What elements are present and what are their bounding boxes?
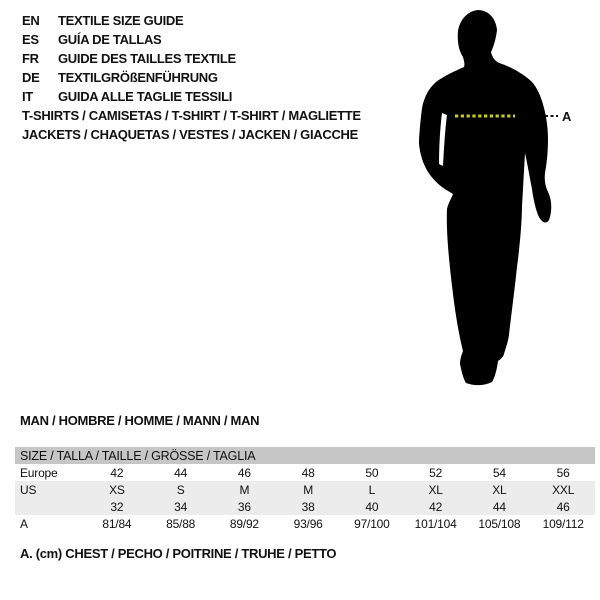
size-cell: 42: [110, 465, 124, 480]
measure-label-a: A: [562, 109, 572, 124]
size-cell: 38: [276, 498, 340, 515]
category-jackets: JACKETS / CHAQUETAS / VESTES / JACKEN / GIACCHE: [22, 127, 358, 142]
man-silhouette-figure: [395, 5, 600, 400]
size-cell: S: [149, 481, 213, 498]
size-cell: 46: [531, 498, 595, 515]
language-row-it: [22, 87, 236, 106]
row-label: A: [20, 516, 28, 531]
size-cell: M: [276, 481, 340, 498]
garment-categories: [22, 106, 361, 144]
size-cell: XS: [85, 481, 149, 498]
size-cell: XXL: [531, 481, 595, 498]
table-row-europe: [15, 464, 595, 481]
size-cell: L: [340, 481, 404, 498]
measurement-legend: A. (cm) CHEST / PECHO / POITRINE / TRUHE / PETTO: [20, 546, 337, 561]
size-cell: 101/104: [414, 516, 457, 531]
row-label: [15, 498, 85, 515]
size-cell: 48: [301, 465, 315, 480]
size-cell: XL: [404, 481, 468, 498]
size-cell: 105/108: [478, 516, 521, 531]
size-cell: 52: [429, 465, 443, 480]
language-list: [22, 11, 236, 106]
language-title: GUÍA DE TALLAS: [58, 32, 162, 47]
language-row-fr: [22, 49, 236, 68]
table-row-chest-a: [15, 515, 595, 532]
language-code: IT: [22, 89, 33, 104]
size-table: [15, 447, 595, 532]
language-title: GUIDA ALLE TAGLIE TESSILI: [58, 89, 233, 104]
language-code: DE: [22, 70, 40, 85]
size-cell: 54: [492, 465, 506, 480]
size-cell: 50: [365, 465, 379, 480]
size-cell: 109/112: [542, 516, 584, 531]
table-header-row: [15, 447, 595, 464]
language-row-de: [22, 68, 236, 87]
language-title: GUIDE DES TAILLES TEXTILE: [58, 51, 236, 66]
language-title: TEXTILE SIZE GUIDE: [58, 13, 184, 28]
language-code: EN: [22, 13, 40, 28]
size-cell: XL: [468, 481, 532, 498]
size-cell: 42: [404, 498, 468, 515]
row-label: Europe: [20, 465, 58, 480]
table-row-numeric: [15, 498, 595, 515]
size-cell: 85/88: [166, 516, 196, 531]
category-tshirts: T-SHIRTS / CAMISETAS / T-SHIRT / T-SHIRT / MAGLIETTE: [22, 108, 361, 123]
size-cell: 36: [213, 498, 277, 515]
man-silhouette-icon: [395, 5, 600, 400]
size-cell: 46: [237, 465, 251, 480]
size-cell: 93/96: [293, 516, 323, 531]
language-title: TEXTILGRÖßENFÜHRUNG: [58, 70, 218, 85]
table-header-label: SIZE / TALLA / TAILLE / GRÖSSE / TAGLIA: [15, 447, 595, 464]
size-cell: 32: [85, 498, 149, 515]
section-title-man: MAN / HOMBRE / HOMME / MANN / MAN: [20, 413, 260, 428]
language-code: FR: [22, 51, 39, 66]
size-cell: 97/100: [354, 516, 390, 531]
size-cell: 56: [556, 465, 570, 480]
size-cell: 89/92: [229, 516, 259, 531]
size-cell: 44: [174, 465, 188, 480]
size-cell: 40: [340, 498, 404, 515]
language-code: ES: [22, 32, 39, 47]
row-label: US: [15, 481, 85, 498]
size-cell: M: [213, 481, 277, 498]
language-row-en: [22, 11, 236, 30]
table-row-us: [15, 481, 595, 498]
size-cell: 44: [468, 498, 532, 515]
size-cell: 34: [149, 498, 213, 515]
size-cell: 81/84: [102, 516, 132, 531]
language-row-es: [22, 30, 236, 49]
